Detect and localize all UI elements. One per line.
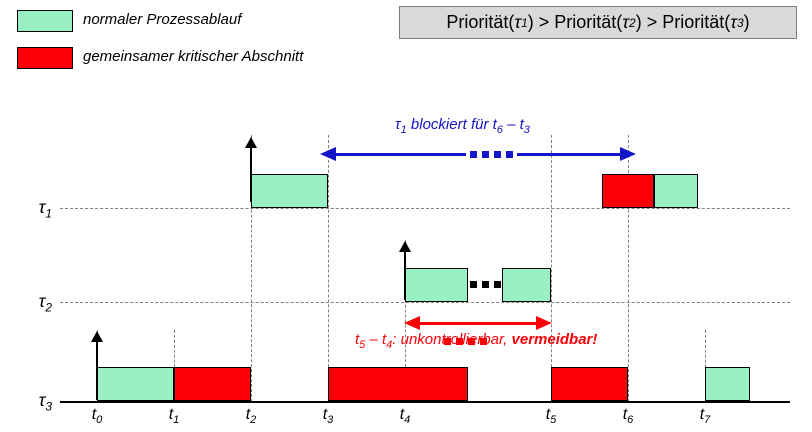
- tick-label-t3: [308, 406, 348, 426]
- tick-label-t0: [77, 406, 117, 426]
- baseline-tau3: [60, 401, 790, 403]
- t2-glyph: t: [245, 406, 251, 423]
- t1-index: 1: [173, 414, 180, 427]
- annotation-red-arrowhead-right: [536, 316, 552, 330]
- priority-text-part4: ): [743, 12, 750, 32]
- annotation-blue-tau: τ: [395, 116, 401, 133]
- t7-glyph: t: [699, 406, 705, 423]
- t2-index: 2: [250, 414, 257, 427]
- priority-text-part3: ) > Priorität(: [635, 12, 731, 32]
- legend-swatch-normal: [17, 10, 73, 32]
- tau2-preempt-dots: [470, 281, 501, 288]
- dot-3: [494, 281, 501, 288]
- t4-index: 4: [404, 414, 411, 427]
- tick-label-t1: [154, 406, 194, 426]
- tau2-symbol: τ: [622, 12, 630, 32]
- tau1-symbol: τ: [514, 12, 522, 32]
- release-arrowhead-tau2: [399, 241, 411, 252]
- annotation-blue-dots: [466, 151, 517, 158]
- annotation-blue-sub6: 6: [496, 124, 503, 136]
- tau1-index: 1: [45, 206, 52, 221]
- release-arrowhead-tau1: [245, 137, 257, 148]
- annotation-blue-text: [395, 116, 530, 136]
- tau2-glyph: τ: [38, 291, 46, 311]
- t6-glyph: t: [622, 406, 628, 423]
- t0-index: 0: [96, 414, 103, 427]
- priority-statement-box: [399, 6, 797, 39]
- annotation-red-line: [420, 322, 536, 325]
- annotation-blue-arrowhead-right: [620, 147, 636, 161]
- block-tau1-normal-t2-t3: [251, 174, 328, 208]
- tau2-subscript: 2: [629, 15, 636, 30]
- annotation-red-body: : unkontrollierbar,: [392, 331, 512, 348]
- t7-index: 7: [704, 414, 711, 427]
- tau2-index: 2: [45, 300, 52, 315]
- t3-glyph: t: [322, 406, 328, 423]
- priority-text-part1: Priorität(: [446, 12, 515, 32]
- release-arrowhead-tau3: [91, 331, 103, 342]
- t3-index: 3: [327, 414, 334, 427]
- block-tau2-normal-a: [405, 268, 468, 302]
- tick-label-t5: [531, 406, 571, 426]
- baseline-tau1: [60, 208, 790, 209]
- block-tau1-normal-t6-t7: [654, 174, 698, 208]
- task-label-tau3: [12, 390, 52, 414]
- annotation-red-mid: – t: [365, 331, 387, 348]
- annotation-blue-body: blockiert für t: [406, 116, 497, 133]
- annotation-blue-tau-index: 1: [400, 124, 407, 136]
- annotation-red-t: t: [355, 331, 360, 348]
- block-tau3-critical-t1-t2: [174, 367, 251, 401]
- annotation-red-sub5: 5: [359, 339, 366, 351]
- block-tau1-critical-t6: [602, 174, 654, 208]
- block-tau3-critical-t3-t4: [328, 367, 468, 401]
- tick-label-t6: [608, 406, 648, 426]
- tau3-index: 3: [45, 399, 52, 414]
- legend-label-normal: normaler Prozessablauf: [83, 11, 242, 28]
- annotation-blue-mid: – t: [502, 116, 524, 133]
- tau1-glyph: τ: [38, 197, 46, 217]
- tick-label-t4: [385, 406, 425, 426]
- annotation-blue-sub3: 3: [523, 124, 530, 136]
- t6-index: 6: [627, 414, 634, 427]
- annotation-red-emphasis: vermeidbar!: [511, 331, 598, 348]
- t1-glyph: t: [168, 406, 174, 423]
- tick-label-t2: [231, 406, 271, 426]
- legend-swatch-critical: [17, 47, 73, 69]
- t5-index: 5: [550, 414, 557, 427]
- dot-1: [470, 151, 477, 158]
- task-label-tau1: [12, 197, 52, 221]
- baseline-tau2: [60, 302, 790, 303]
- dot-4: [506, 151, 513, 158]
- dot-2: [482, 281, 489, 288]
- task-label-tau2: [12, 291, 52, 315]
- t4-glyph: t: [399, 406, 405, 423]
- legend-label-critical: gemeinsamer kritischer Abschnitt: [83, 48, 304, 65]
- t5-glyph: t: [545, 406, 551, 423]
- gridline-t3: [328, 135, 329, 402]
- tick-label-t7: [685, 406, 725, 426]
- dot-3: [494, 151, 501, 158]
- annotation-red-arrowhead-left: [404, 316, 420, 330]
- block-tau3-normal-t0-t1: [97, 367, 174, 401]
- tau3-subscript: 3: [736, 15, 744, 30]
- annotation-red-sub4: 4: [386, 339, 393, 351]
- block-tau3-critical-t5-t6: [551, 367, 628, 401]
- block-tau3-normal-t7: [705, 367, 750, 401]
- block-tau2-normal-b: [502, 268, 551, 302]
- tau3-glyph: τ: [38, 390, 46, 410]
- tau1-subscript: 1: [521, 15, 528, 30]
- annotation-red-text: [355, 331, 597, 351]
- annotation-blue-arrowhead-left: [320, 147, 336, 161]
- tau3-symbol: τ: [730, 12, 737, 32]
- priority-text-part2: ) > Priorität(: [527, 12, 623, 32]
- gridline-t5: [551, 135, 552, 402]
- dot-2: [482, 151, 489, 158]
- dot-1: [470, 281, 477, 288]
- t0-glyph: t: [91, 406, 97, 423]
